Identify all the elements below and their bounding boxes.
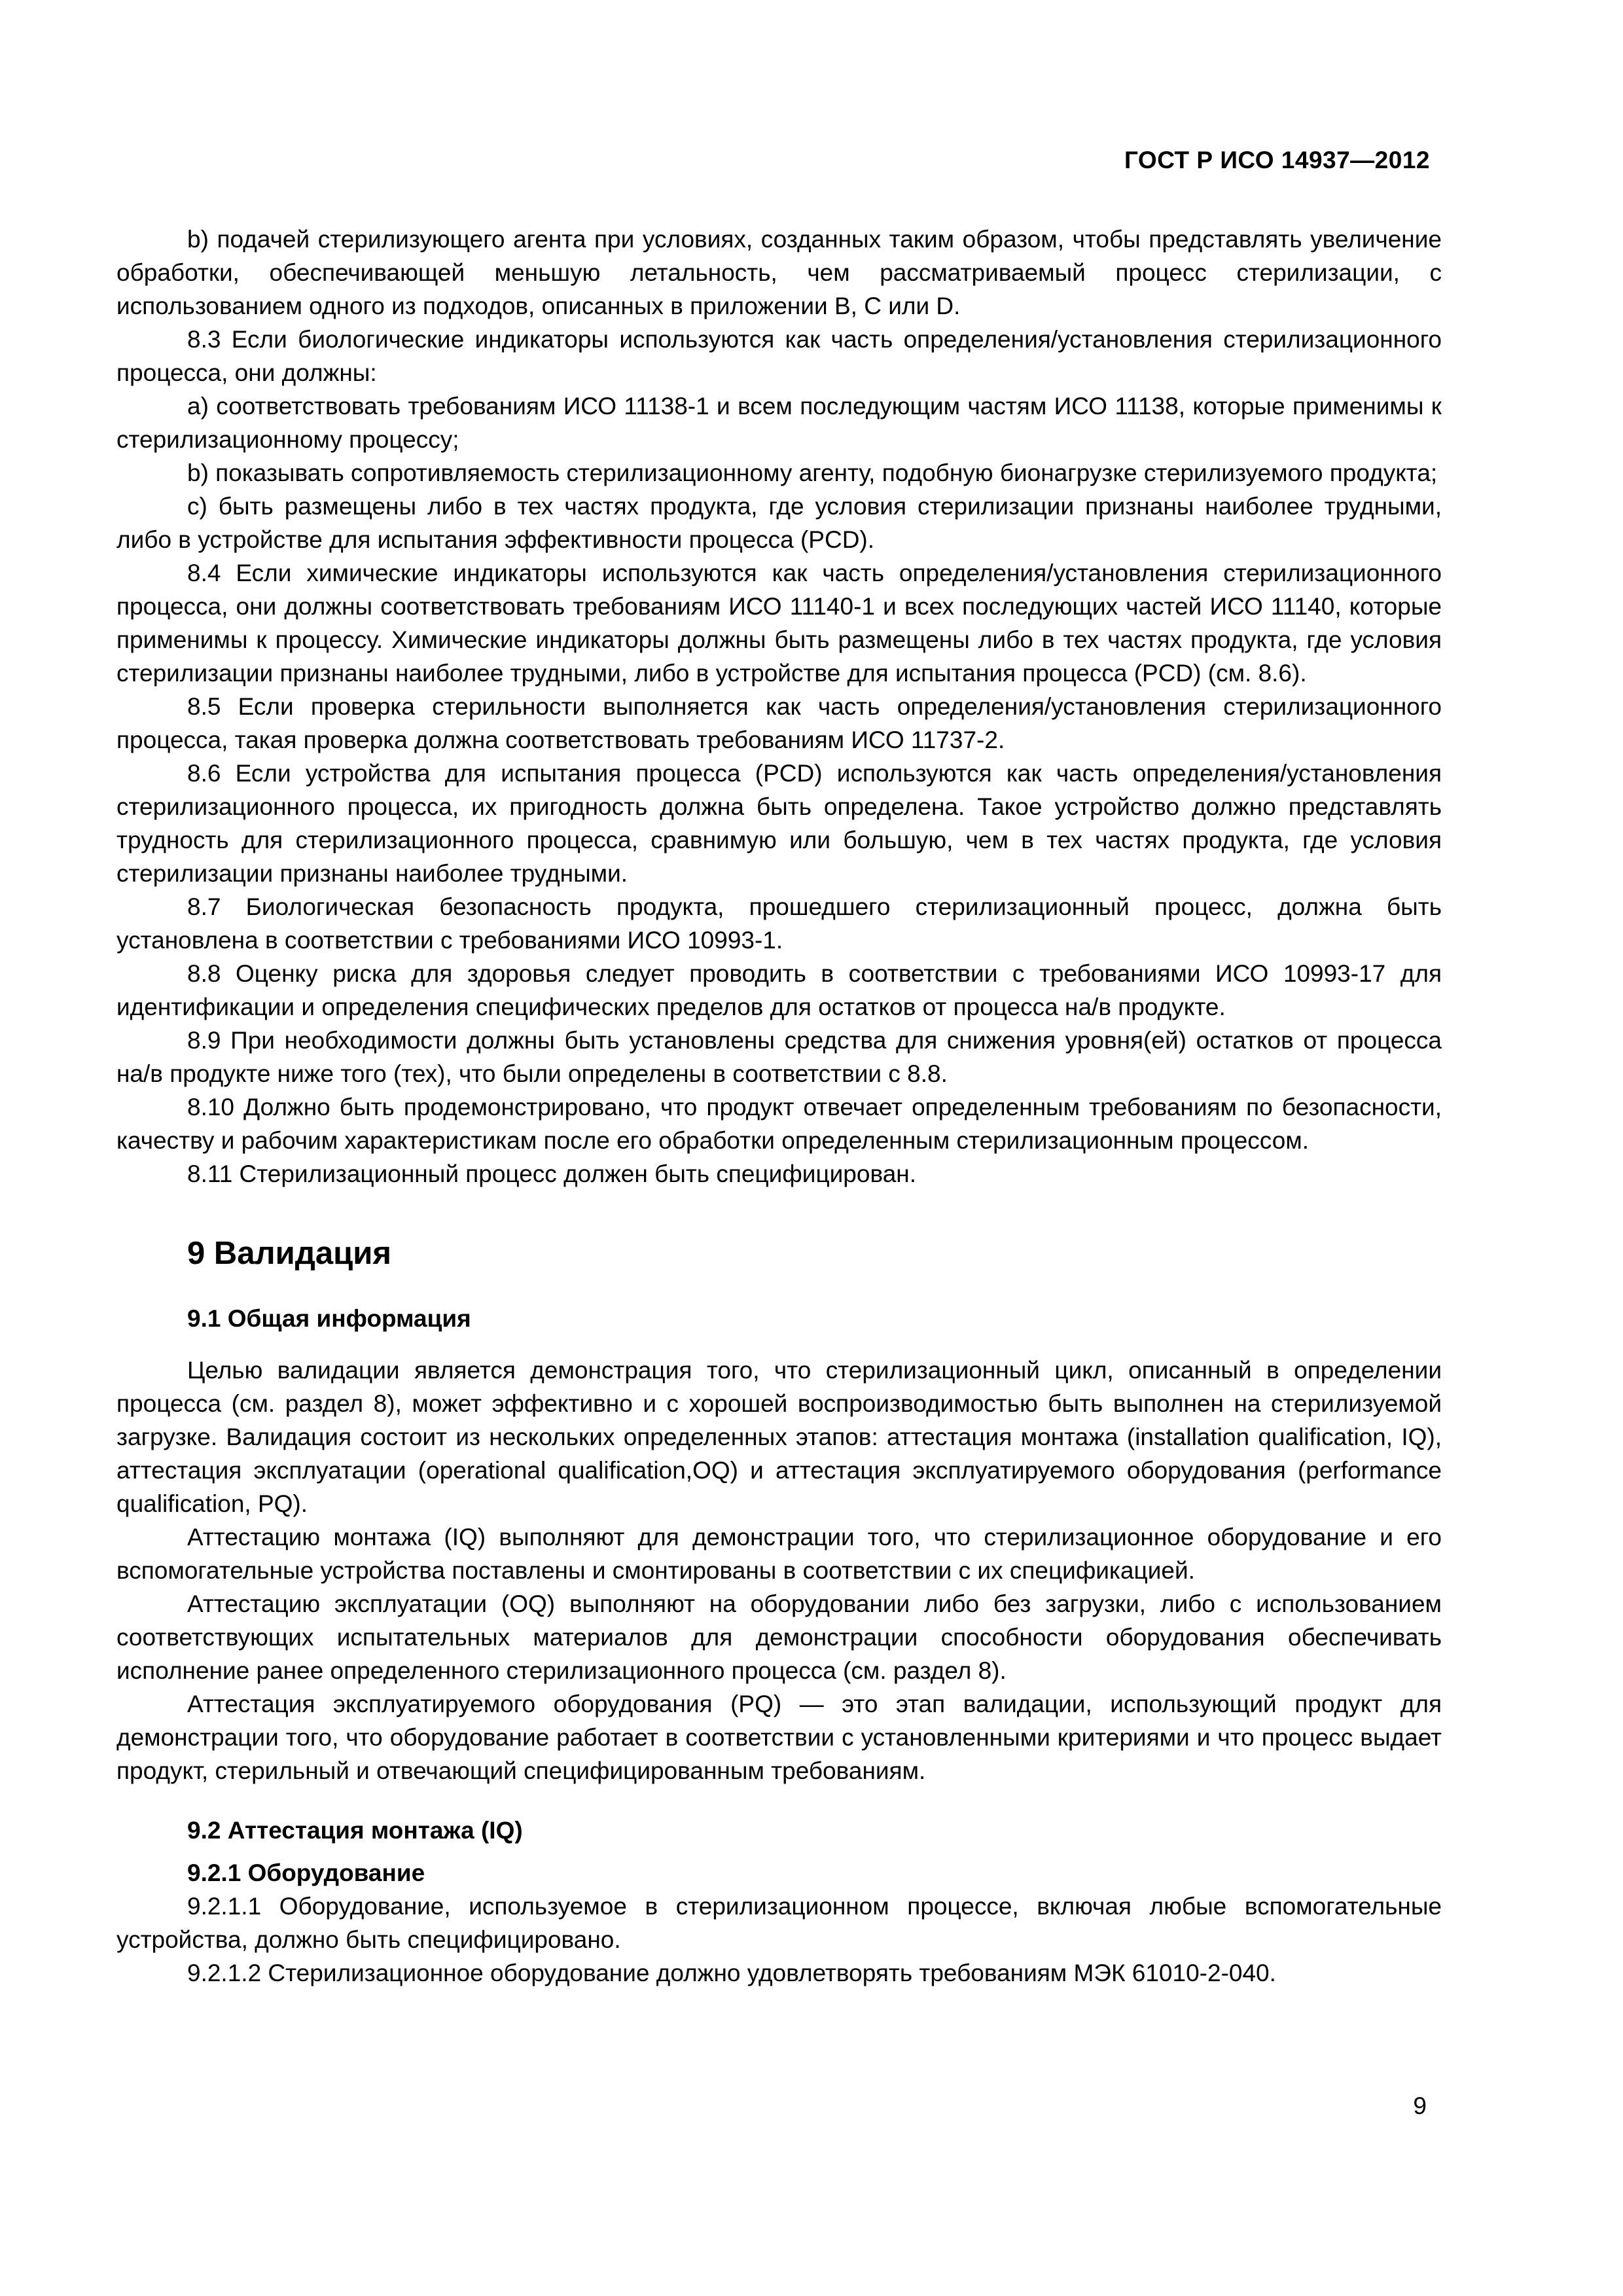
document-body bbox=[116, 223, 1442, 1990]
list-item-b: b) показывать сопротивляемость стерилизационному агенту, подобную бионагрузке стерилизуемого продукта; bbox=[187, 459, 1438, 486]
subsection-heading-9-2: 9.2 Аттестация монтажа (IQ) bbox=[187, 1817, 523, 1844]
clause-8-5: 8.5 Если проверка стерильности выполняется как часть определения/установления стерилизационного процесса, такая проверка должна соответствовать требованиям ИСО 11737-2. bbox=[116, 693, 1442, 753]
paragraph: Аттестацию эксплуатации (OQ) выполняют на оборудовании либо без загрузки, либо с использованием соответствующих испытательных материалов для демонстрации способности оборудования обеспечивать исполнение ранее определенного стерилизационного процесса (см. раздел 8). bbox=[116, 1590, 1442, 1684]
subsection-heading-9-2-1: 9.2.1 Оборудование bbox=[187, 1859, 425, 1886]
list-item-a: a) соответствовать требованиям ИСО 11138-1 и всем последующим частям ИСО 11138, которые применимы к стерилизационному процессу; bbox=[116, 393, 1442, 453]
clause-8-4: 8.4 Если химические индикаторы используются как часть определения/установления стерилизационного процесса, они должны соответствовать требованиям ИСО 11140-1 и всех последующих частей ИСО 11140, которые применимы к процессу. Химические индикаторы должны быть размещены либо в тех частях продукта, где условия стерилизации признаны наиболее трудными, либо в устройстве для испытания процесса (PCD) (см. 8.6). bbox=[116, 560, 1442, 687]
section-heading-9: 9 Валидация bbox=[187, 1236, 391, 1271]
clause-9-2-1-2: 9.2.1.2 Стерилизационное оборудование должно удовлетворять требованиям МЭК 61010-2-040. bbox=[187, 1960, 1276, 1986]
list-item-c: c) быть размещены либо в тех частях продукта, где условия стерилизации признаны наиболее трудными, либо в устройстве для испытания эффективности процесса (PCD). bbox=[116, 493, 1442, 553]
page-number: 9 bbox=[1413, 2092, 1427, 2119]
document-code-header: ГОСТ Р ИСО 14937—2012 bbox=[1124, 147, 1430, 173]
paragraph: b) подачей стерилизующего агента при условиях, созданных таким образом, чтобы представлять увеличение обработки, обеспечивающей меньшую летальность, чем рассматриваемый процесс стерилизации, с использованием одного из подходов, описанных в приложении B, C или D. bbox=[116, 226, 1442, 319]
clause-9-2-1-1: 9.2.1.1 Оборудование, используемое в стерилизационном процессе, включая любые вспомогательные устройства, должно быть специфицировано. bbox=[116, 1893, 1442, 1953]
clause-8-11: 8.11 Стерилизационный процесс должен быть специфицирован. bbox=[187, 1160, 916, 1187]
clause-8-10: 8.10 Должно быть продемонстрировано, что продукт отвечает определенным требованиям по безопасности, качеству и рабочим характеристикам после его обработки определенным стерилизационным процессом. bbox=[116, 1094, 1442, 1154]
clause-8-9: 8.9 При необходимости должны быть установлены средства для снижения уровня(ей) остатков от процесса на/в продукте ниже того (тех), что были определены в соответствии с 8.8. bbox=[116, 1027, 1442, 1087]
paragraph: Аттестация эксплуатируемого оборудования (PQ) — это этап валидации, использующий продукт для демонстрации того, что оборудование работает в соответствии с установленными критериями и что процесс выдает продукт, стерильный и отвечающий специфицированным требованиям. bbox=[116, 1691, 1442, 1784]
paragraph: Аттестацию монтажа (IQ) выполняют для демонстрации того, что стерилизационное оборудование и его вспомогательные устройства поставлены и смонтированы в соответствии с их спецификацией. bbox=[116, 1524, 1442, 1584]
clause-8-7: 8.7 Биологическая безопасность продукта, прошедшего стерилизационный процесс, должна быть установлена в соответствии с требованиями ИСО 10993-1. bbox=[116, 893, 1442, 954]
subsection-heading-9-1: 9.1 Общая информация bbox=[187, 1305, 471, 1332]
paragraph: Целью валидации является демонстрация того, что стерилизационный цикл, описанный в определении процесса (см. раздел 8), может эффективно и с хорошей воспроизводимостью быть выполнен на стерилизуемой загрузке. Валидация состоит из нескольких определенных этапов: аттестация монтажа (installation qualification, IQ), аттестация эксплуатации (operational qualification,OQ) и аттестация эксплуатируемого оборудования (performance qualification, PQ). bbox=[116, 1357, 1442, 1517]
clause-8-6: 8.6 Если устройства для испытания процесса (PCD) используются как часть определения/установления стерилизационного процесса, их пригодность должна быть определена. Такое устройство должно представлять трудность для стерилизационного процесса, сравнимую или большую, чем в тех частях продукта, где условия стерилизации признаны наиболее трудными. bbox=[116, 760, 1442, 887]
clause-8-3: 8.3 Если биологические индикаторы используются как часть определения/установления стерилизационного процесса, они должны: bbox=[116, 326, 1442, 386]
clause-8-8: 8.8 Оценку риска для здоровья следует проводить в соответствии с требованиями ИСО 10993-17 для идентификации и определения специфических пределов для остатков от процесса на/в продукте. bbox=[116, 960, 1442, 1020]
